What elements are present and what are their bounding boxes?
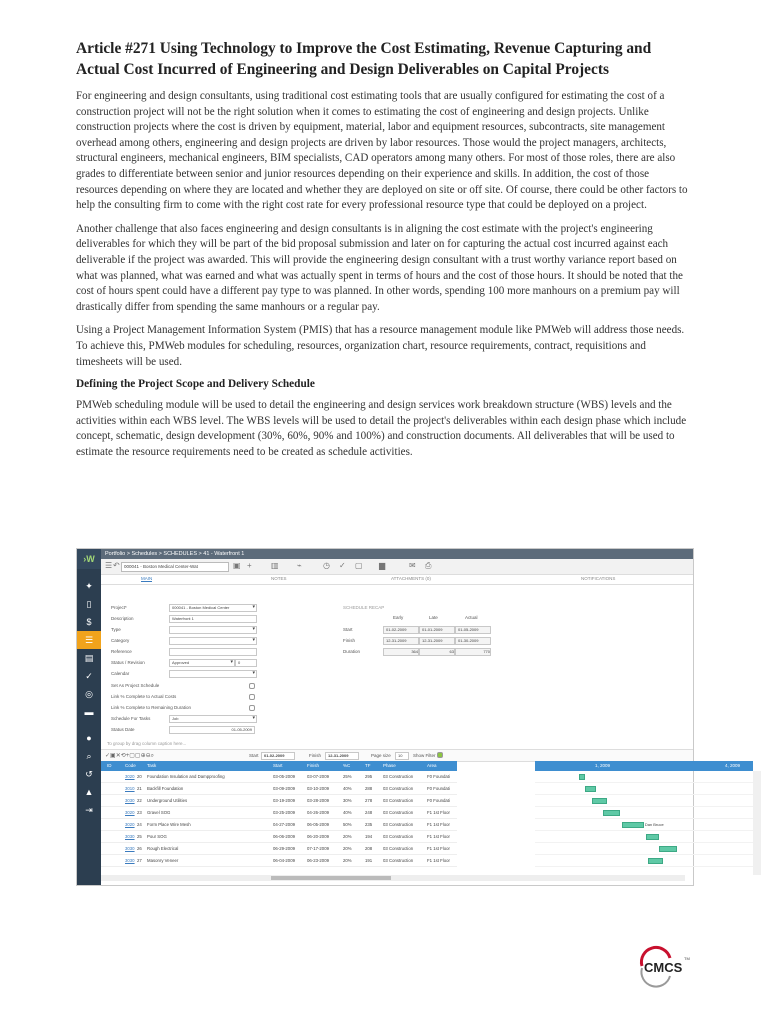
filter-checkbox[interactable] [437, 752, 443, 758]
grid-header [101, 761, 457, 771]
row-task: Gravel SOG [147, 810, 171, 815]
tab-attachments[interactable]: ATTACHMENTS (0) [391, 576, 431, 581]
gantt-bar[interactable] [592, 798, 607, 804]
row-percent: 30% [343, 798, 352, 803]
row-percent: 40% [343, 810, 352, 815]
row-num: 21 [137, 786, 142, 791]
row-percent: 50% [343, 822, 352, 827]
gantt-bar-label: Dan Bruce [644, 822, 664, 827]
gantt-header [535, 761, 753, 771]
row-task: Masonry Veneer [147, 858, 179, 863]
status-field[interactable]: Approved ▾ [169, 659, 235, 667]
pmweb-logo: ›W [77, 549, 101, 569]
gantt-row [535, 807, 753, 819]
row-code[interactable]: 3030 [125, 798, 135, 803]
row-code[interactable]: 3030 [125, 858, 135, 863]
row-area: F1 1st Floor [427, 822, 450, 827]
gantt-row [535, 831, 753, 843]
link-remaining-label: Link % Complete to Remaining Duration [111, 705, 192, 710]
row-tf: 191 [365, 858, 373, 863]
row-code[interactable]: 3030 [125, 846, 135, 851]
history-icon[interactable]: ↺ [85, 769, 93, 779]
pagesize-label: Page size [371, 753, 391, 758]
description-field[interactable]: Waterfront 1 [169, 615, 257, 623]
row-start: 06-04-2009 [273, 858, 295, 863]
dollar-icon[interactable]: $ [86, 617, 92, 627]
link-remaining-checkbox[interactable] [249, 705, 255, 711]
row-task: Underground Utilities [147, 798, 188, 803]
table-row[interactable] [101, 783, 457, 795]
table-row[interactable] [101, 843, 457, 855]
row-num: 22 [137, 798, 142, 803]
document-icon[interactable]: ▯ [86, 599, 92, 609]
recap-duration-early: 364 [383, 648, 419, 656]
row-tf: 235 [365, 822, 373, 827]
row-percent: 20% [343, 846, 352, 851]
row-num: 20 [137, 774, 142, 779]
gantt-year-1: 1, 2009 [595, 763, 611, 768]
globe-icon[interactable]: ◎ [85, 689, 93, 699]
recap-start-actual: 01-05-2009 [455, 626, 491, 634]
gantt-row [535, 771, 753, 783]
col-tf[interactable]: TF [365, 763, 371, 768]
recap-duration-label: Duration [343, 649, 361, 654]
row-phase: 03 Construction [383, 834, 414, 839]
paragraph-3: Using a Project Management Information System (PMIS) that has a resource management module like PMWeb will address those needs. To achieve this, PMWeb modules for scheduling, resources, organization chart, resource requirements, contract, requisitions and timesheets will be used. [76, 324, 685, 368]
briefcase-icon[interactable]: ▬ [84, 707, 94, 717]
category-field[interactable] [169, 637, 257, 645]
link-icon[interactable]: ⌁ [297, 561, 302, 570]
revision-field[interactable]: 0 [235, 659, 257, 667]
row-phase: 03 Construction [383, 846, 414, 851]
link-actual-label: Link % Complete to Actual Costs [111, 694, 177, 699]
schedule-for-label: Schedule For Tasks [111, 716, 151, 721]
row-tf: 208 [365, 846, 373, 851]
horizontal-scrollbar[interactable] [101, 875, 685, 881]
row-area: F0 Foundati [427, 774, 450, 779]
table-row[interactable] [101, 807, 457, 819]
gantt-row [535, 843, 753, 855]
row-start: 04-27-2009 [273, 822, 295, 827]
recap-col-early: Early [393, 615, 404, 620]
row-area: F1 1st Floor [427, 834, 450, 839]
row-finish: 06-05-2009 [307, 822, 329, 827]
gantt-row [535, 819, 753, 831]
row-start: 03-19-2009 [273, 798, 295, 803]
row-start: 06-29-2009 [273, 846, 295, 851]
tab-notifications[interactable]: NOTIFICATIONS [581, 576, 616, 581]
col-area[interactable]: Area [427, 763, 437, 768]
row-area: F1 1st Floor [427, 810, 450, 815]
set-as-checkbox[interactable] [249, 683, 255, 689]
col-start[interactable]: Start [273, 763, 283, 768]
project-label: Project* [111, 605, 127, 610]
schedule-recap-heading: SCHEDULE RECAP [343, 605, 385, 610]
recap-start-late: 01-01-2009 [419, 626, 455, 634]
row-finish: 03-07-2009 [307, 774, 329, 779]
reference-field[interactable] [169, 648, 257, 656]
row-num: 24 [137, 822, 142, 827]
col-phase[interactable]: Phase [383, 763, 396, 768]
recap-col-late: Late [429, 615, 438, 620]
row-task: Form Place Wire Mesh [147, 822, 191, 827]
tab-main[interactable]: MAIN [141, 576, 153, 581]
type-label: Type [111, 627, 121, 632]
paragraph-1: For engineering and design consultants, using traditional cost estimating tools that are usually configured for estimating the cost of a construction project will not be the right solution when it comes to estimating the cost of engineering and design projects. Unlike construction projects where the cost is driven by equipment, material, labor and equipment resources, subcontracts, site management overhead among others, engineering and design projects are driven by labor resources. Those would the project managers, architects, structural engineers, mechanical engineers, BIM specialists, CAD operators among many others. For most of those roles, there are also grades to differentiate between senior and junior resources depending on their experience and skills. In addition, the cost of those resources depending on where they are located and whether they are deployed on site or off site. Of course, there could be other factors to help the consulting firm to come with the right cost rate for every professional resource type that could be deployed on a project. [76, 90, 688, 212]
group-hint: To group by drag column caption here... [107, 741, 187, 746]
pin-icon[interactable]: ✦ [85, 581, 93, 591]
article-title: Article #271 Using Technology to Improve the Cost Estimating, Revenue Capturing and Actual Cost Incurred of Engineering and Design Deliverables on Capital Projects [76, 40, 652, 78]
row-finish: 07-17-2009 [307, 846, 329, 851]
gantt-bar[interactable] [585, 786, 596, 792]
row-area: F0 Foundati [427, 786, 450, 791]
cmcs-logo [636, 950, 698, 982]
row-code[interactable]: 3020 [125, 774, 135, 779]
row-finish: 06-23-2009 [307, 858, 329, 863]
finish-label: Finish [309, 753, 322, 758]
table-row[interactable] [101, 771, 457, 783]
recap-finish-label: Finish [343, 638, 356, 643]
gantt-bar[interactable] [648, 858, 663, 864]
row-phase: 03 Construction [383, 798, 414, 803]
category-label: Category [111, 638, 130, 643]
gantt-bar[interactable] [646, 834, 659, 840]
row-start: 03-09-2009 [273, 786, 295, 791]
link-actual-checkbox[interactable] [249, 694, 255, 700]
clock-icon[interactable]: ◷ [323, 561, 330, 570]
row-start: 06-06-2009 [273, 834, 295, 839]
gantt-bar[interactable] [603, 810, 620, 816]
row-area: F1 1st Floor [427, 846, 450, 851]
logout-icon[interactable]: ⇥ [85, 805, 93, 815]
add-icon[interactable]: + [247, 561, 252, 570]
row-task: Pour SOG [147, 834, 167, 839]
section-heading: Defining the Project Scope and Delivery Schedule [76, 378, 315, 391]
gantt-row [535, 795, 753, 807]
graduation-icon[interactable]: ▲ [84, 787, 94, 797]
row-phase: 03 Construction [383, 810, 414, 815]
row-percent: 20% [343, 858, 352, 863]
article [76, 38, 692, 468]
recap-finish-actual: 01-30-2009 [455, 637, 491, 645]
status-date-label: Status Date [111, 727, 135, 732]
pmweb-screenshot [76, 548, 741, 886]
recap-duration-late: 63 [419, 648, 455, 656]
gantt-row [535, 855, 753, 867]
row-phase: 03 Construction [383, 858, 414, 863]
toolbar [101, 559, 693, 575]
tab-bar [101, 575, 693, 585]
status-label: Status / Revision [111, 660, 145, 665]
table-row[interactable] [101, 831, 457, 843]
type-field[interactable] [169, 626, 257, 634]
calendar-field[interactable] [169, 670, 257, 678]
row-code[interactable]: 3020 [125, 822, 135, 827]
row-area: F1 1st Floor [427, 858, 450, 863]
row-area: F0 Foundati [427, 798, 450, 803]
calendar-label: Calendar [111, 671, 130, 676]
avatar[interactable]: ● [86, 733, 92, 743]
col-task[interactable]: Task [147, 763, 157, 768]
start-field[interactable]: 01-02-2009 [261, 752, 295, 760]
row-percent: 25% [343, 774, 352, 779]
logo-text: CMCS [644, 960, 683, 975]
col-pc[interactable]: %C [343, 763, 351, 768]
lock-icon[interactable]: ▢ [355, 561, 363, 570]
project-select[interactable]: 000041 - Boston Medical Center-Wat [121, 562, 229, 572]
row-code[interactable]: 3020 [125, 810, 135, 815]
row-finish: 03-28-2009 [307, 798, 329, 803]
row-tf: 288 [365, 786, 373, 791]
delete-icon[interactable]: ▥ [271, 561, 279, 570]
row-phase: 03 Construction [383, 774, 414, 779]
breadcrumb[interactable]: Portfolio > Schedules > SCHEDULES > 41 - Waterfront 1 [101, 549, 693, 559]
row-percent: 20% [343, 834, 352, 839]
save-icon[interactable]: ▣ [233, 561, 241, 570]
tab-notes[interactable]: NOTES [271, 576, 287, 581]
start-label: Start [249, 753, 259, 758]
report-icon[interactable]: ▤ [84, 653, 94, 663]
reference-label: Reference [111, 649, 132, 654]
row-start: 03-25-2009 [273, 810, 295, 815]
gantt-bar[interactable] [659, 846, 676, 852]
recap-finish-late: 12-31-2009 [419, 637, 455, 645]
status-date-field[interactable]: 01-05-2009 [169, 726, 255, 734]
row-percent: 40% [343, 786, 352, 791]
row-num: 25 [137, 834, 142, 839]
undo-icon[interactable]: ↶ [113, 561, 120, 570]
row-finish: 03-10-2009 [307, 786, 329, 791]
col-finish[interactable]: Finish [307, 763, 320, 768]
row-start: 03-05-2009 [273, 774, 295, 779]
set-as-label: Set As Project Schedule [111, 683, 160, 688]
gantt-bar[interactable] [622, 822, 644, 828]
recap-start-early: 01-02-2009 [383, 626, 419, 634]
col-code[interactable]: Code [125, 763, 136, 768]
row-finish: 04-26-2009 [307, 810, 329, 815]
logo-tm: TM [684, 956, 690, 961]
row-tf: 194 [365, 834, 373, 839]
finish-field[interactable]: 12-31-2009 [325, 752, 359, 760]
mail-icon[interactable]: ✉ [409, 561, 416, 570]
print-icon[interactable]: ⎙ [425, 561, 432, 570]
row-task: Rough Electrical [147, 846, 179, 851]
schedule-for-field[interactable]: Job ▾ [169, 715, 257, 723]
row-num: 23 [137, 810, 142, 815]
recap-duration-actual: 770 [455, 648, 491, 656]
recap-finish-early: 12-31-2009 [383, 637, 419, 645]
list-icon[interactable]: ☰ [105, 561, 113, 570]
col-id[interactable]: ID [107, 763, 112, 768]
grid-tool-icons[interactable]: ✓▣✕⟲+▢▢⊕⊖⌕ [105, 753, 155, 759]
section-paragraph: PMWeb scheduling module will be used to detail the engineering and design services work breakdown structure (WBS) levels and the activities within each WBS level. The WBS levels will be used to detail the project's deliverables within each design phase which include concept, schematic, design development (30%, 60%, 90% and 100%) and construction documents. All deliverables that will be used to estimate the resource requirements need to be created as schedule activities. [76, 399, 687, 458]
table-row[interactable] [101, 855, 457, 867]
search-icon[interactable]: ⌕ [86, 751, 92, 761]
approve-icon[interactable]: ✓ [339, 561, 346, 570]
filter-label: Show Filter [413, 753, 436, 758]
table-row[interactable] [101, 795, 457, 807]
row-phase: 03 Construction [383, 786, 414, 791]
row-tf: 278 [365, 798, 373, 803]
row-task: Foundation Insulation and Dampproofing [147, 774, 225, 779]
row-finish: 06-20-2009 [307, 834, 329, 839]
vertical-scrollbar[interactable] [753, 771, 761, 875]
folder-icon[interactable]: ▆ [379, 561, 386, 570]
project-field[interactable]: 000041 - Boston Medical Center ▾ [169, 604, 257, 612]
gantt-year-2: 4, 2009 [725, 763, 741, 768]
row-code[interactable]: 3010 [125, 786, 135, 791]
check-icon[interactable]: ✓ [85, 671, 93, 681]
row-tf: 295 [365, 774, 373, 779]
schedule-icon[interactable]: ☰ [77, 631, 101, 649]
row-phase: 03 Construction [383, 822, 414, 827]
left-sidebar [77, 549, 101, 885]
recap-col-actual: Actual [465, 615, 478, 620]
row-num: 26 [137, 846, 142, 851]
recap-start-label: Start [343, 627, 353, 632]
row-tf: 248 [365, 810, 373, 815]
paragraph-2: Another challenge that also faces engineering and design consultants is in aligning the cost estimate with the project's engineering deliverables for which they will be part of the bid proposal submission and later on for capturing the actual cost incurred against each deliverable if the project was awarded. This will provide the engineering design consultant with a trust worthy variance report based on what was planned, what was earned and what was actually spent in terms of hours and the cost of those hours. It should be noted that the cost of hours spent could have a different pay type to was planned. In other words, spending 100 more manhours on a premium pay will drastically differ from spending the same manhours or a regular pay. [76, 222, 683, 313]
description-label: Description [111, 616, 134, 621]
table-row[interactable] [101, 819, 457, 831]
row-num: 27 [137, 858, 142, 863]
gantt-bar[interactable] [579, 774, 585, 780]
gantt-row [535, 783, 753, 795]
row-code[interactable]: 3030 [125, 834, 135, 839]
pagesize-field[interactable]: 10 [395, 752, 409, 760]
row-task: Backfill Foundation [147, 786, 184, 791]
